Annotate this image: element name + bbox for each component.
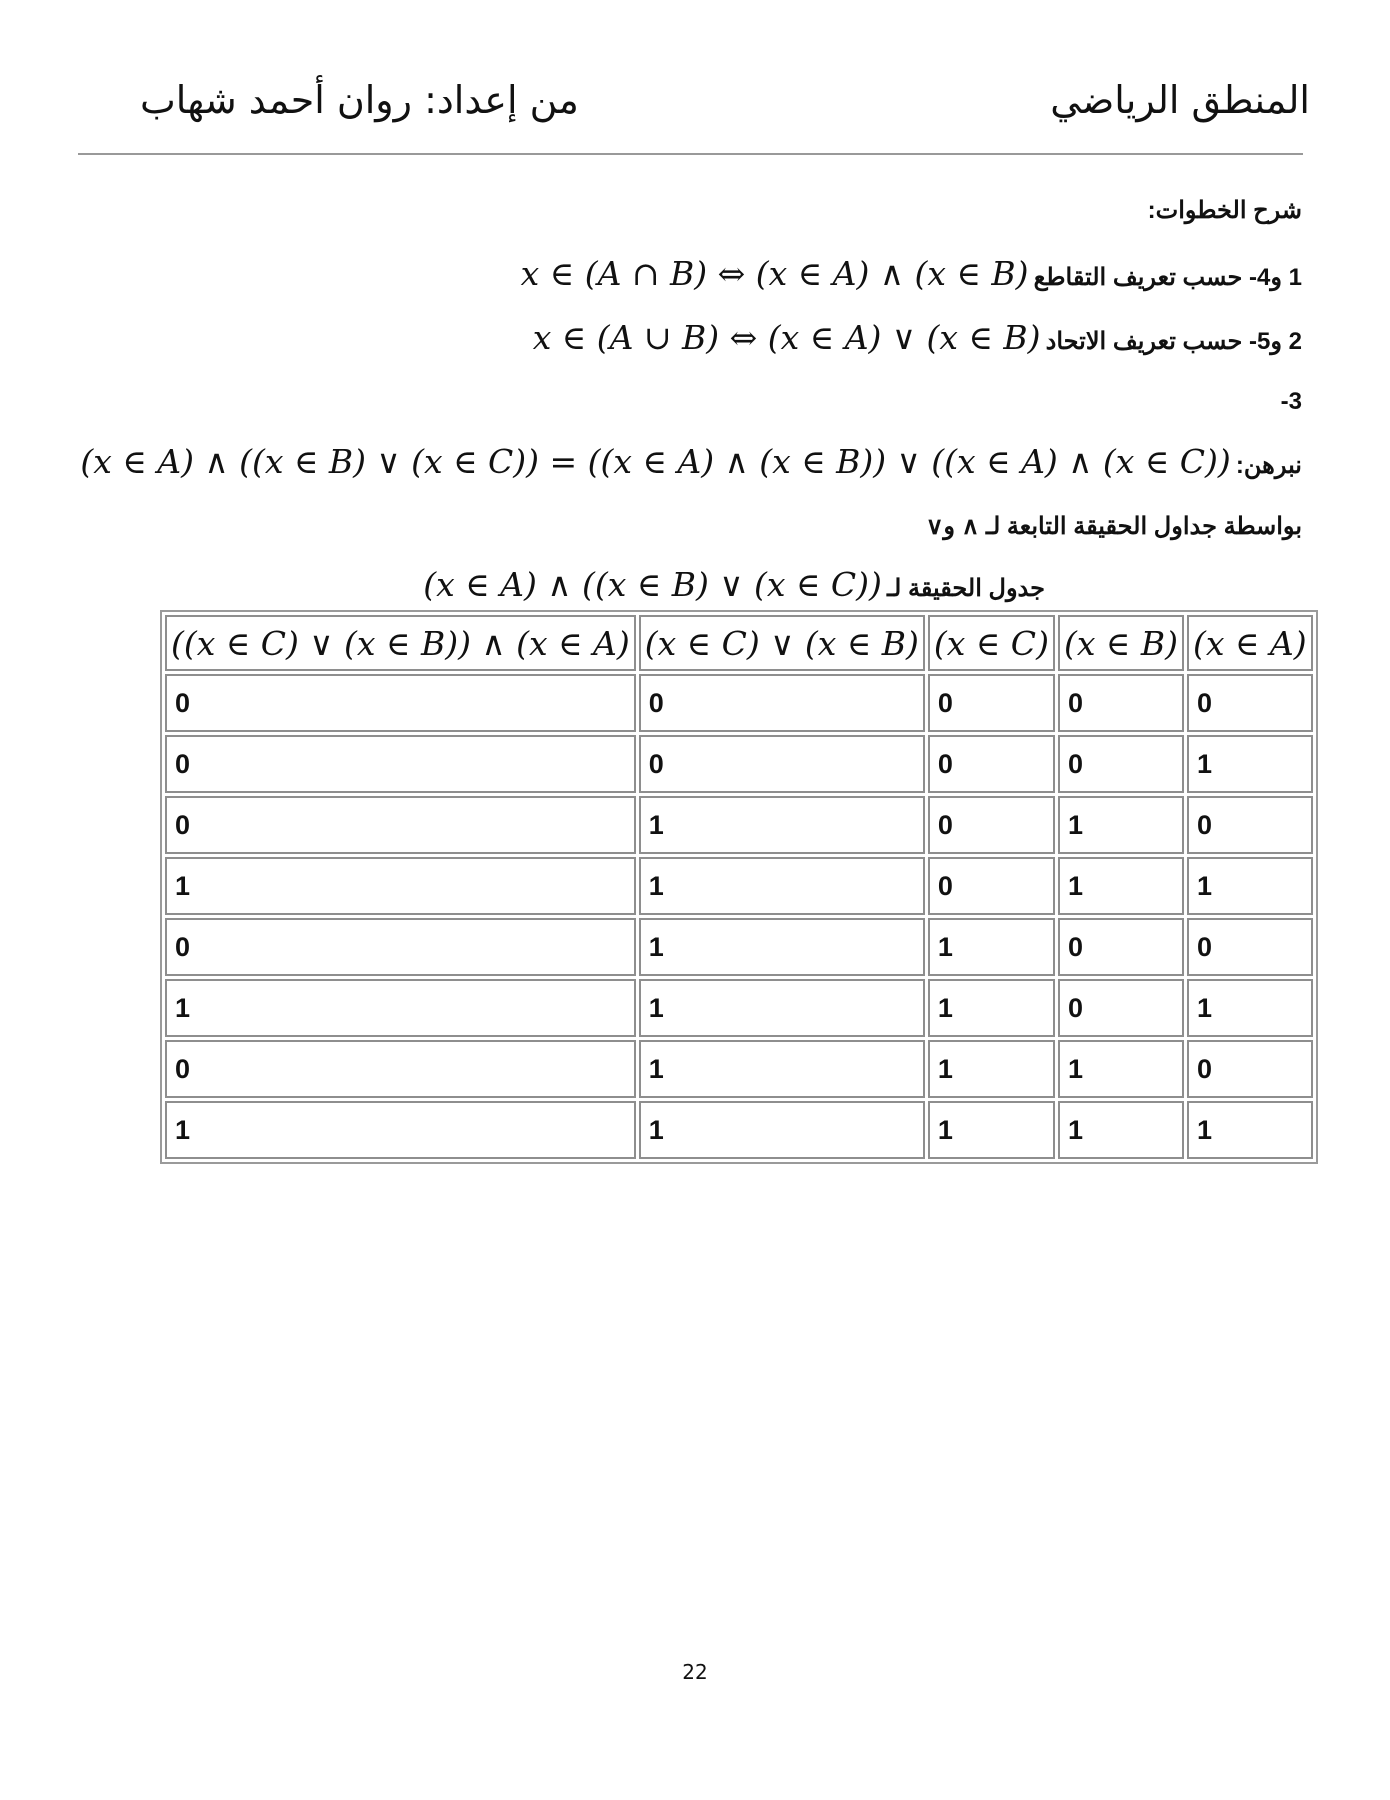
table-row — [165, 796, 1313, 854]
table-cell: 1 — [639, 1101, 925, 1159]
table-cell: 0 — [1058, 979, 1184, 1037]
prove-formula: (x ∈ A) ∧ ((x ∈ B) ∨ (x ∈ C)) = ((x ∈ A) ∧ (x ∈ B)) ∨ ((x ∈ A) ∧ (x ∈ C)) — [80, 442, 1231, 481]
table-cell: 0 — [165, 918, 636, 976]
table-cell: 0 — [1187, 674, 1313, 732]
table-cell: 0 — [639, 674, 925, 732]
step1-line — [521, 254, 1302, 293]
table-cell: 1 — [639, 979, 925, 1037]
table-cell: 1 — [165, 1101, 636, 1159]
prove-line — [80, 442, 1302, 481]
page-number: 22 — [682, 1660, 708, 1684]
table-cell: 1 — [165, 979, 636, 1037]
table-row — [165, 674, 1313, 732]
table-cell: 1 — [1058, 796, 1184, 854]
table-header-row — [165, 615, 1313, 671]
table-cell: 1 — [639, 918, 925, 976]
table-row — [165, 1040, 1313, 1098]
table-cell: 1 — [639, 857, 925, 915]
table-row — [165, 979, 1313, 1037]
table-cell: 1 — [928, 1040, 1055, 1098]
table-row — [165, 857, 1313, 915]
via-label: بواسطة جداول الحقيقة التابعة لـ ∧ و∨ — [925, 513, 1302, 540]
table-cell: 0 — [1058, 918, 1184, 976]
table-cell: 0 — [165, 796, 636, 854]
table-row — [165, 735, 1313, 793]
step1-label: 1 و4- حسب تعريف التقاطع — [1033, 264, 1302, 291]
step2-formula: x ∈ (A ∪ B) ⇔ (x ∈ A) ∨ (x ∈ B) — [532, 318, 1041, 357]
truth-table — [160, 610, 1318, 1164]
table-row — [165, 1101, 1313, 1159]
table-cell: 0 — [1187, 918, 1313, 976]
header-result: (x ∈ A) ∧ ((x ∈ B) ∨ (x ∈ C)) — [165, 615, 636, 671]
table-cell: 0 — [165, 674, 636, 732]
step2-label: 2 و5- حسب تعريف الاتحاد — [1045, 328, 1302, 355]
via-line — [926, 512, 1302, 541]
table-cell: 1 — [1187, 979, 1313, 1037]
header-x-in-b: (x ∈ B) — [1058, 615, 1184, 671]
steps-title-line — [1148, 196, 1302, 225]
table-cell: 1 — [1058, 1040, 1184, 1098]
table-caption-label: جدول الحقيقة لـ — [886, 575, 1045, 602]
step2-line — [533, 318, 1302, 357]
table-cell: 1 — [928, 1101, 1055, 1159]
header-x-in-c: (x ∈ C) — [928, 615, 1055, 671]
table-cell: 0 — [639, 735, 925, 793]
table-cell: 0 — [165, 1040, 636, 1098]
table-cell: 1 — [1187, 1101, 1313, 1159]
table-cell: 1 — [928, 918, 1055, 976]
table-cell: 0 — [928, 796, 1055, 854]
table-cell: 0 — [928, 674, 1055, 732]
table-cell: 1 — [1187, 735, 1313, 793]
header-author: من إعداد: روان أحمد شهاب — [140, 78, 579, 122]
table-caption — [423, 565, 1045, 604]
table-row — [165, 918, 1313, 976]
header-subject: المنطق الرياضي — [1050, 78, 1310, 122]
table-cell: 0 — [1058, 674, 1184, 732]
step1-formula: x ∈ (A ∩ B) ⇔ (x ∈ A) ∧ (x ∈ B) — [520, 254, 1029, 293]
steps-title: شرح الخطوات: — [1147, 197, 1302, 224]
table-cell: 0 — [165, 735, 636, 793]
table-caption-formula: (x ∈ A) ∧ ((x ∈ B) ∨ (x ∈ C)) — [423, 565, 882, 604]
table-cell: 0 — [1058, 735, 1184, 793]
table-cell: 1 — [1058, 1101, 1184, 1159]
header-divider — [78, 153, 1303, 155]
prove-label: نبرهن: — [1235, 452, 1302, 479]
table-cell: 1 — [1187, 857, 1313, 915]
table-cell: 1 — [928, 979, 1055, 1037]
table-cell: 0 — [1187, 1040, 1313, 1098]
step3-line — [1281, 388, 1302, 416]
table-cell: 0 — [1187, 796, 1313, 854]
table-cell: 1 — [639, 1040, 925, 1098]
header-x-in-a: (x ∈ A) — [1187, 615, 1313, 671]
table-cell: 0 — [928, 735, 1055, 793]
table-cell: 0 — [928, 857, 1055, 915]
truth-table-container — [160, 610, 1307, 1146]
table-cell: 1 — [1058, 857, 1184, 915]
page-header — [140, 78, 1310, 138]
header-b-or-c: (x ∈ B) ∨ (x ∈ C) — [639, 615, 925, 671]
table-cell: 1 — [165, 857, 636, 915]
step3-label: 3- — [1280, 388, 1302, 415]
table-cell: 1 — [639, 796, 925, 854]
